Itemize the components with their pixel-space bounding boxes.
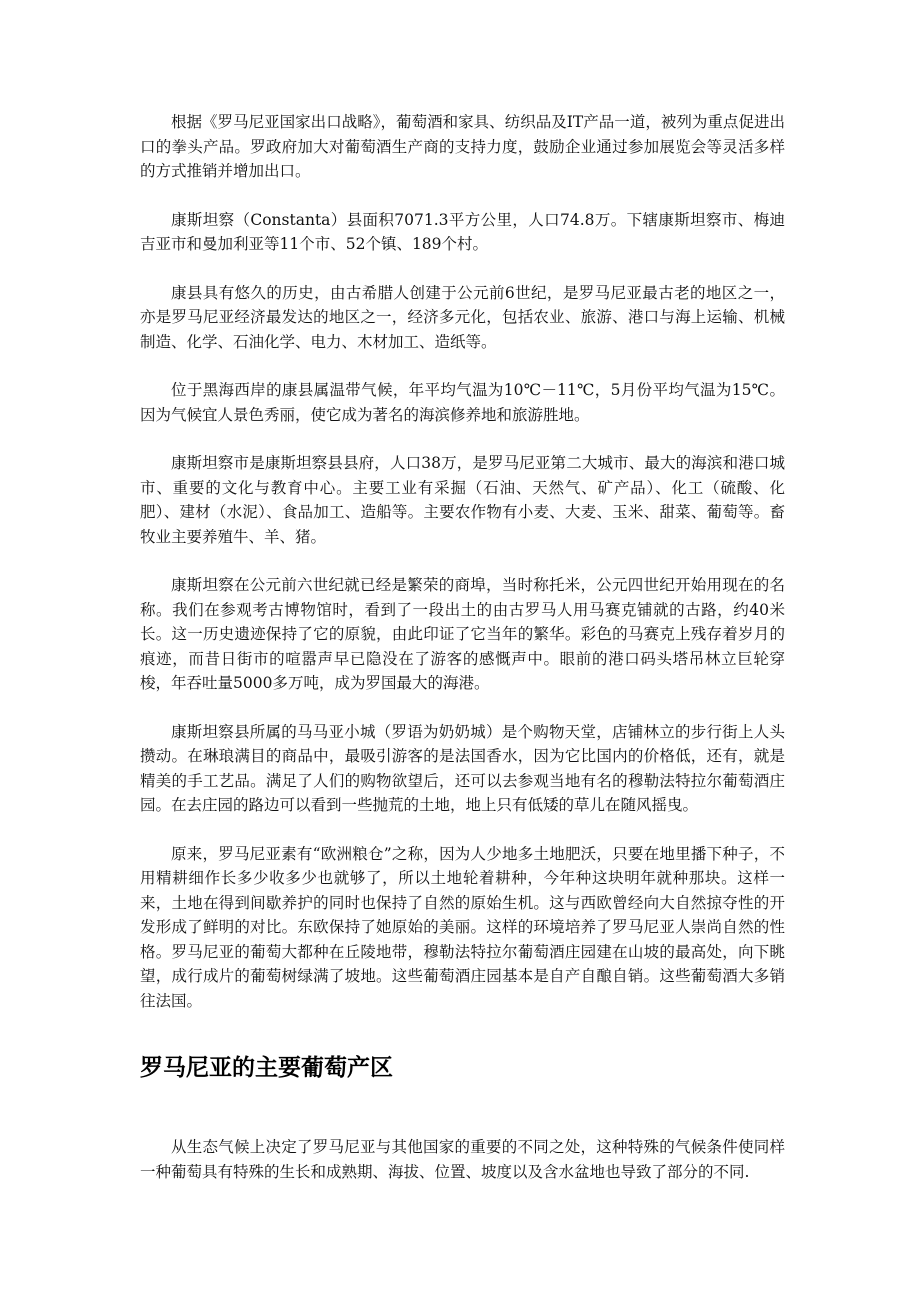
- paragraph-county-history: 康县具有悠久的历史，由古希腊人创建于公元前6世纪，是罗马尼亚最古老的地区之一，亦是罗马尼亚经济最发达的地区之一，经济多元化，包括农业、旅游、港口与海上运输、机械制造、化学、石油化学、电力、木材加工、造纸等。: [140, 283, 785, 351]
- document-body: [140, 110, 785, 1208]
- paragraph-mamaia-shopping: 康斯坦察县所属的马马亚小城（罗语为奶奶城）是个购物天堂，店铺林立的步行街上人头攒动。在琳琅满目的商品中，最吸引游客的是法国香水，因为它比国内的价格低，还有，就是精美的手工艺品。满足了人们的购物欲望后，还可以去参观当地有名的穆勒法特拉尔葡萄酒庄园。在去庄园的路边可以看到一些抛荒的土地，地上只有低矮的草儿在随风摇曳。: [140, 722, 785, 814]
- paragraph-climate: 位于黑海西岸的康县属温带气候，年平均气温为10℃－11℃，5月份平均气温为15℃。因为气候宜人景色秀丽，使它成为著名的海滨修养地和旅游胜地。: [140, 381, 785, 424]
- paragraph-european-granary: 原来，罗马尼亚素有“欧洲粮仓”之称，因为人少地多土地肥沃，只要在地里播下种子，不用精耕细作长多少收多少也就够了，所以土地轮着耕种，今年种这块明年就种那块。这样一来，土地在得到间歇养护的同时也保持了自然的原始生机。这与西欧曾经向大自然掠夺性的开发形成了鲜明的对比。东欧保持了她原始的美丽。这样的环境培养了罗马尼亚人崇尚自然的性格。罗马尼亚的葡萄大都种在丘陵地带，穆勒法特拉尔葡萄酒庄园建在山坡的最高处，向下眺望，成行成片的葡萄树绿满了坡地。这些葡萄酒庄园基本是自产自酿自销。这些葡萄酒大多销往法国。: [140, 844, 785, 1010]
- paragraph-export-strategy: 根据《罗马尼亚国家出口战略》，葡萄酒和家具、纺织品及IT产品一道，被列为重点促进出口的拳头产品。罗政府加大对葡萄酒生产商的支持力度，鼓励企业通过参加展览会等灵活多样的方式推销并增加出口。: [140, 113, 785, 180]
- paragraph-eco-climate: 从生态气候上决定了罗马尼亚与其他国家的重要的不同之处，这种特殊的气候条件使同样一种葡萄具有特殊的生长和成熟期、海拔、位置、坡度以及含水盆地也导致了部分的不同.: [140, 1138, 785, 1181]
- section-heading: 罗马尼亚的主要葡萄产区: [140, 1055, 393, 1081]
- paragraph-city-overview: 康斯坦察市是康斯坦察县县府，人口38万，是罗马尼亚第二大城市、最大的海滨和港口城市、重要的文化与教育中心。主要工业有采掘（石油、天然气、矿产品）、化工（硫酸、化肥）、建材（水泥）、食品加工、造船等。主要农作物有小麦、大麦、玉米、甜菜、葡萄等。畜牧业主要养殖牛、羊、猪。: [140, 454, 785, 546]
- paragraph-ancient-port: 康斯坦察在公元前六世纪就已经是繁荣的商埠，当时称托米，公元四世纪开始用现在的名称。我们在参观考古博物馆时，看到了一段出土的由古罗马人用马赛克铺就的古路，约40米长。这一历史遗迹保持了它的原貌，由此印证了它当年的繁华。彩色的马赛克上残存着岁月的痕迹，而昔日街市的喧嚣声早已隐没在了游客的感慨声中。眼前的港口码头塔吊林立巨轮穿梭，年吞吐量5000多万吨，成为罗国最大的海港。: [140, 576, 785, 692]
- paragraph-constanta-area: 康斯坦察（Constanta）县面积7071.3平方公里，人口74.8万。下辖康斯坦察市、梅迪吉亚市和曼加利亚等11个市、52个镇、189个村。: [140, 210, 785, 253]
